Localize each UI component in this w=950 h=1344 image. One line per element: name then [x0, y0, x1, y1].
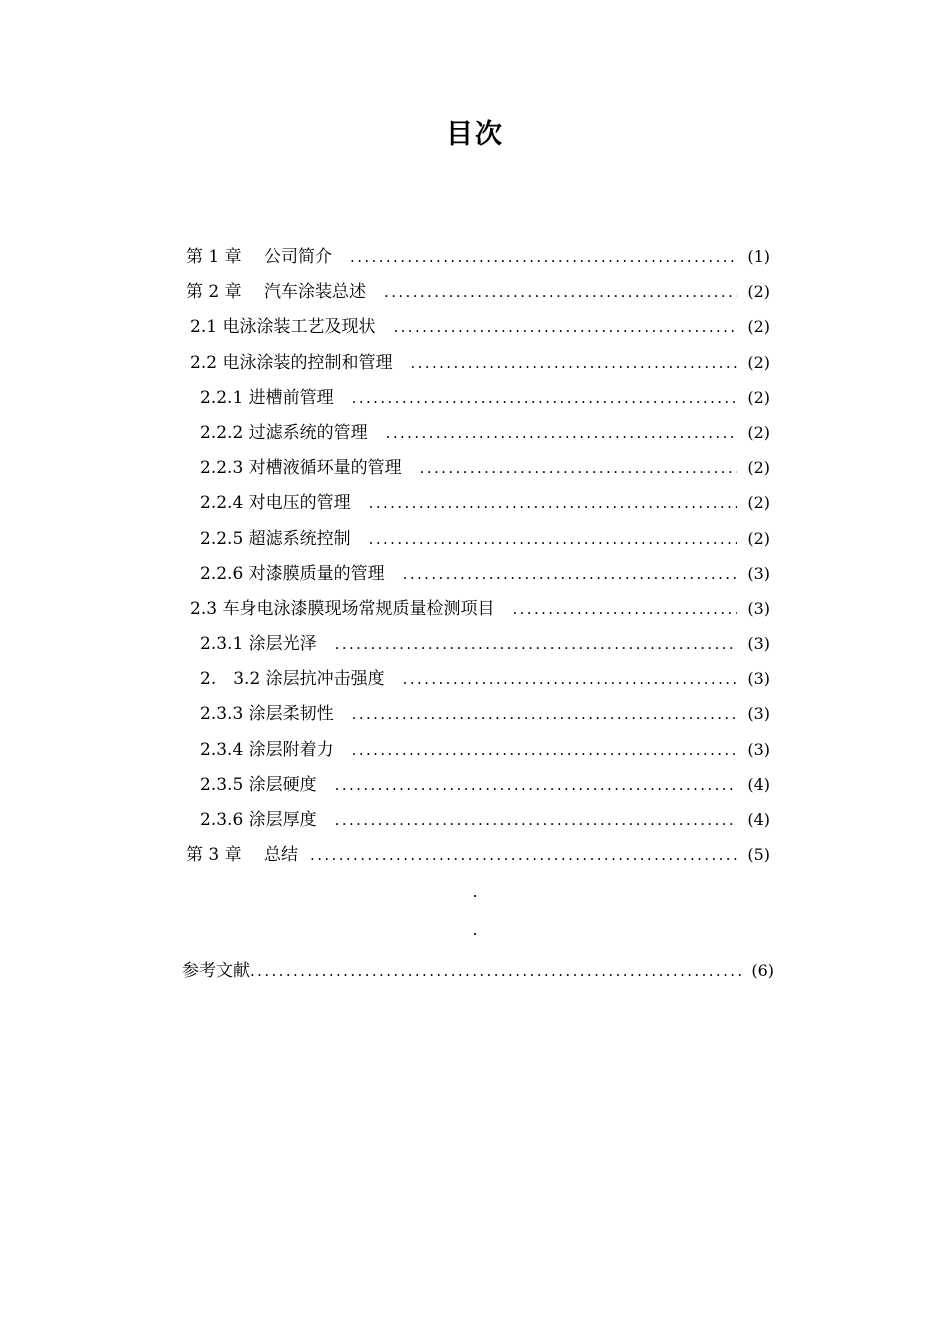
toc-entry-section-2-2-4[interactable]	[186, 488, 770, 523]
toc-page-number: (4)	[747, 774, 770, 794]
toc-dot-leader	[335, 811, 738, 829]
toc-entry-label: 第 1 章 公司简介	[186, 247, 333, 267]
toc-entry-label: 2.2 电泳涂装的控制和管理	[190, 352, 393, 373]
toc-entry-section-2-2-6[interactable]	[186, 559, 770, 594]
toc-page-number: (1)	[747, 247, 770, 266]
toc-entry-references[interactable]	[182, 956, 774, 981]
toc-entry-label: 2.2.6 对漆膜质量的管理	[200, 563, 385, 584]
toc-entry-label: 2.2.2 过滤系统的管理	[200, 422, 368, 443]
toc-entry-label: 第 3 章 总结	[186, 845, 299, 866]
toc-page-number: (3)	[747, 598, 770, 618]
toc-entry-section-2-3-5[interactable]	[186, 770, 770, 805]
toc-page-number: (5)	[747, 845, 770, 865]
toc-dot-leader	[386, 424, 738, 442]
toc-entry-section-2-3-1[interactable]	[186, 629, 770, 664]
toc-entry-label: 2. 3.2 涂层抗冲击强度	[200, 669, 385, 690]
toc-dot-leader	[250, 962, 741, 980]
toc-dot-leader	[420, 459, 738, 477]
toc-dot-leader	[410, 354, 737, 372]
toc-entry-label: 第 2 章 汽车涂装总述	[186, 282, 367, 303]
toc-page-number: (2)	[747, 493, 770, 513]
toc-entry-section-2-2-2[interactable]	[186, 418, 770, 453]
toc-dot-leader	[403, 565, 738, 583]
table-of-contents	[186, 242, 770, 875]
toc-entry-label: 2.3 车身电泳漆膜现场常规质量检测项目	[190, 598, 495, 619]
toc-page-number: (2)	[747, 528, 770, 548]
toc-entry-label: 2.3.4 涂层附着力	[200, 739, 334, 760]
toc-entry-label: 2.3.5 涂层硬度	[200, 774, 317, 795]
toc-entry-chapter-2[interactable]	[186, 277, 770, 312]
toc-page-number: (2)	[747, 282, 770, 302]
toc-page-number: (2)	[747, 458, 770, 478]
toc-page-number: (3)	[747, 704, 770, 724]
toc-dot-leader	[352, 389, 738, 407]
toc-dot-leader	[384, 283, 737, 301]
toc-dot-leader	[352, 741, 738, 759]
toc-dot-leader	[352, 705, 738, 723]
toc-page-number: (4)	[747, 810, 770, 829]
toc-entry-label: 2.3.3 涂层柔韧性	[200, 704, 334, 725]
toc-dot-leader	[393, 318, 737, 336]
toc-entry-section-2-1[interactable]	[186, 312, 770, 347]
toc-entry-label: 2.1 电泳涂装工艺及现状	[190, 317, 376, 338]
toc-dot-leader	[369, 530, 738, 548]
toc-dot-leader	[512, 600, 737, 618]
toc-page-number: (6)	[751, 961, 774, 980]
separator-dot: .	[472, 882, 478, 901]
toc-entry-section-2-2-3[interactable]	[186, 453, 770, 488]
toc-page-number: (2)	[747, 387, 770, 407]
toc-page-number: (3)	[747, 669, 770, 689]
toc-page-number: (2)	[747, 422, 770, 442]
toc-page-number: (2)	[747, 317, 770, 337]
toc-entry-label: 2.2.4 对电压的管理	[200, 493, 351, 514]
toc-entry-chapter-3[interactable]	[186, 840, 770, 875]
toc-dot-leader	[335, 635, 738, 653]
toc-entry-label: 2.2.1 进槽前管理	[200, 387, 334, 408]
separator-dot: .	[472, 920, 478, 939]
toc-entry-label: 2.2.5 超滤系统控制	[200, 528, 351, 549]
toc-entry-label: 2.3.6 涂层厚度	[200, 810, 317, 830]
toc-page-number: (2)	[747, 352, 770, 372]
toc-entry-label: 参考文献	[182, 961, 250, 981]
toc-page-number: (3)	[747, 634, 770, 654]
toc-entry-section-2-3-4[interactable]	[186, 735, 770, 770]
toc-dot-leader	[403, 670, 738, 688]
toc-page-number: (3)	[747, 739, 770, 759]
toc-dot-leader	[335, 776, 738, 794]
toc-dot-leader	[350, 248, 737, 266]
toc-page-number: (3)	[747, 563, 770, 583]
toc-entry-chapter-1[interactable]	[186, 242, 770, 277]
toc-entry-section-2-3-3[interactable]	[186, 699, 770, 734]
toc-entry-label: 2.3.1 涂层光泽	[200, 634, 317, 655]
toc-entry-section-2-2-1[interactable]	[186, 383, 770, 418]
toc-entry-section-2-3-2[interactable]	[186, 664, 770, 699]
page-title: 目次	[446, 119, 504, 150]
toc-entry-label: 2.2.3 对槽液循环量的管理	[200, 458, 402, 479]
toc-entry-section-2-2[interactable]	[186, 348, 770, 383]
toc-dot-leader	[310, 846, 737, 864]
toc-entry-section-2-3-6[interactable]	[186, 805, 770, 840]
toc-dot-leader	[369, 494, 738, 512]
toc-entry-section-2-2-5[interactable]	[186, 524, 770, 559]
toc-entry-section-2-3[interactable]	[186, 594, 770, 629]
